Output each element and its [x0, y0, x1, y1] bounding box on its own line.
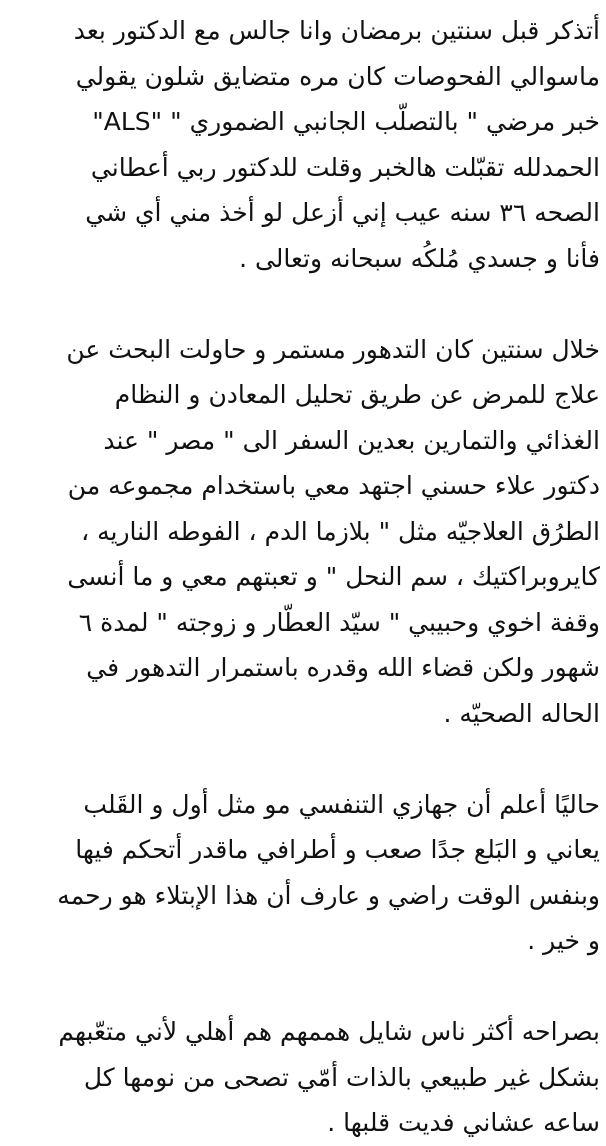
- text-line: وبنفس الوقت راضي و عارف أن هذا الإبتلاء هو رحمه: [57, 880, 600, 910]
- text-line: خبر مرضي " بالتصلّب الجانبي الضموري " "ALS": [92, 107, 600, 136]
- paragraph-4: [6, 1009, 600, 1146]
- text-line: وقفة اخوي وحبيبي " سيّد العطّار و زوجته " لمدة ٦: [78, 607, 600, 637]
- text-line: الغذائي والتمارين بعدين السفر الى " مصر " عند: [103, 425, 600, 455]
- text-line: كايروبراكتيك ، سم النحل " و تعبتهم معي و ما أنسى: [67, 562, 600, 591]
- text-line: الصحه ٣٦ سنه عيب إني أزعل لو أخذ مني أي شي: [85, 198, 600, 227]
- text-line: ساعه عشاني فديت قلبها .: [327, 1108, 600, 1137]
- text-line: بصراحه أكثر ناس شايل هممهم هم أهلي لأني متعّبهم: [58, 1017, 600, 1046]
- text-line: أتذكر قبل سنتين برمضان وانا جالس مع الدكتور بعد: [73, 16, 600, 45]
- text-line: بشكل غير طبيعي بالذات أمّي تصحى من نومها كل: [83, 1062, 600, 1092]
- text-line: و خير .: [527, 926, 600, 955]
- text-line: شهور ولكن قضاء الله وقدره باستمرار التدهور في: [86, 653, 600, 682]
- text-line: فأنا و جسدي مُلكُه سبحانه وتعالى .: [239, 243, 600, 273]
- text-line: الحمدلله تقبّلت هالخبر وقلت للدكتور ربي أعطاني: [90, 152, 600, 182]
- paragraph-1: [6, 8, 600, 281]
- text-line: علاج للمرض عن طريق تحليل المعادن و النظام: [114, 380, 600, 409]
- text-line: دكتور علاء حسني اجتهد معي باستخدام مجموعه من: [67, 471, 600, 500]
- text-line: ماسوالي الفحوصات كان مره متضايق شلون يقولي: [75, 61, 600, 91]
- text-line: خلال سنتين كان التدهور مستمر و حاولت البحث عن: [66, 334, 600, 364]
- text-line: الحاله الصحيّه .: [443, 698, 600, 728]
- paragraph-3: [6, 782, 600, 964]
- text-line: حاليًا أعلم أن جهازي التنفسي مو مثل أول و القَلب: [83, 789, 600, 819]
- paragraph-2: [6, 327, 600, 737]
- text-line: الطرُق العلاجيّه مثل " بلازما الدم ، الفوطه الناريه ،: [81, 516, 600, 546]
- paragraph-spacer: [6, 736, 600, 782]
- paragraph-spacer: [6, 964, 600, 1010]
- paragraph-spacer: [6, 281, 600, 327]
- text-line: يعاني و البَلع جدًا صعب و أطرافي ماقدر أتحكم فيها: [75, 835, 600, 864]
